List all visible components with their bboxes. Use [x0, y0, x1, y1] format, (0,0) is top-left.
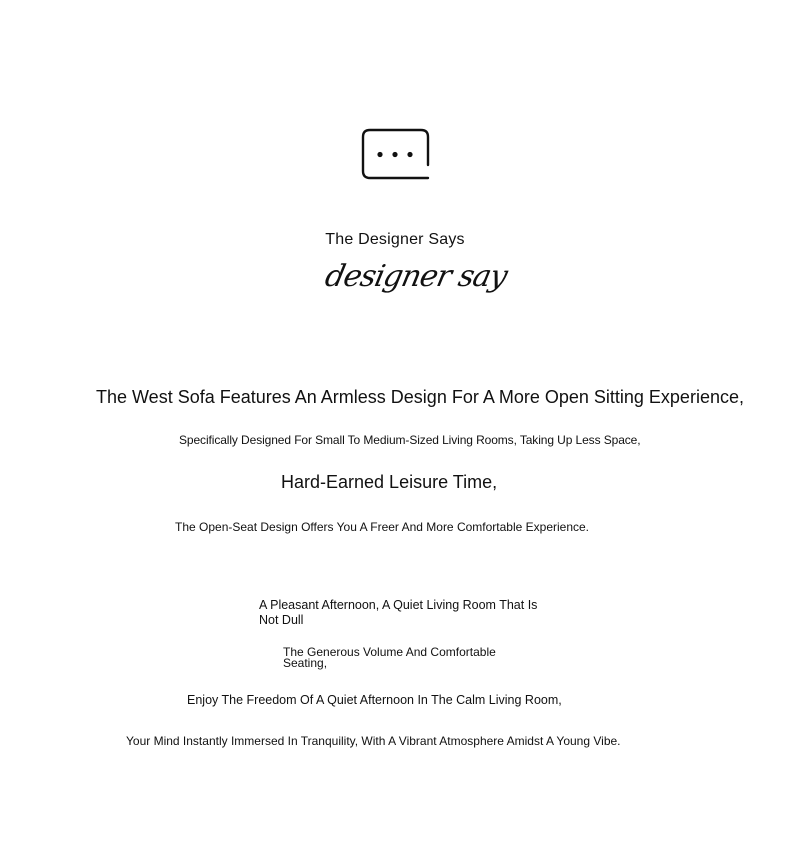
text-line-5: A Pleasant Afternoon, A Quiet Living Room That Is Not Dull	[259, 598, 538, 627]
text-line-7: Enjoy The Freedom Of A Quiet Afternoon In The Calm Living Room,	[187, 693, 562, 707]
designer-say-script	[320, 252, 510, 302]
text-line-3: Hard-Earned Leisure Time,	[281, 472, 498, 492]
script-text: designer say	[322, 259, 510, 294]
section-title: The Designer Says	[325, 231, 465, 248]
text-line-6: The Generous Volume And Comfortable Seating,	[283, 645, 496, 670]
text-line-2: Specifically Designed For Small To Medium-Sized Living Rooms, Taking Up Less Space,	[179, 433, 641, 447]
text-line-1: The West Sofa Features An Armless Design For A More Open Sitting Experience,	[96, 387, 744, 407]
text-line-8: Your Mind Instantly Immersed In Tranquility, With A Vibrant Atmosphere Amidst A Young Vibe.	[126, 734, 621, 748]
chat-bubble-dots-icon	[362, 129, 430, 179]
text-line-4: The Open-Seat Design Offers You A Freer And More Comfortable Experience.	[175, 520, 590, 534]
